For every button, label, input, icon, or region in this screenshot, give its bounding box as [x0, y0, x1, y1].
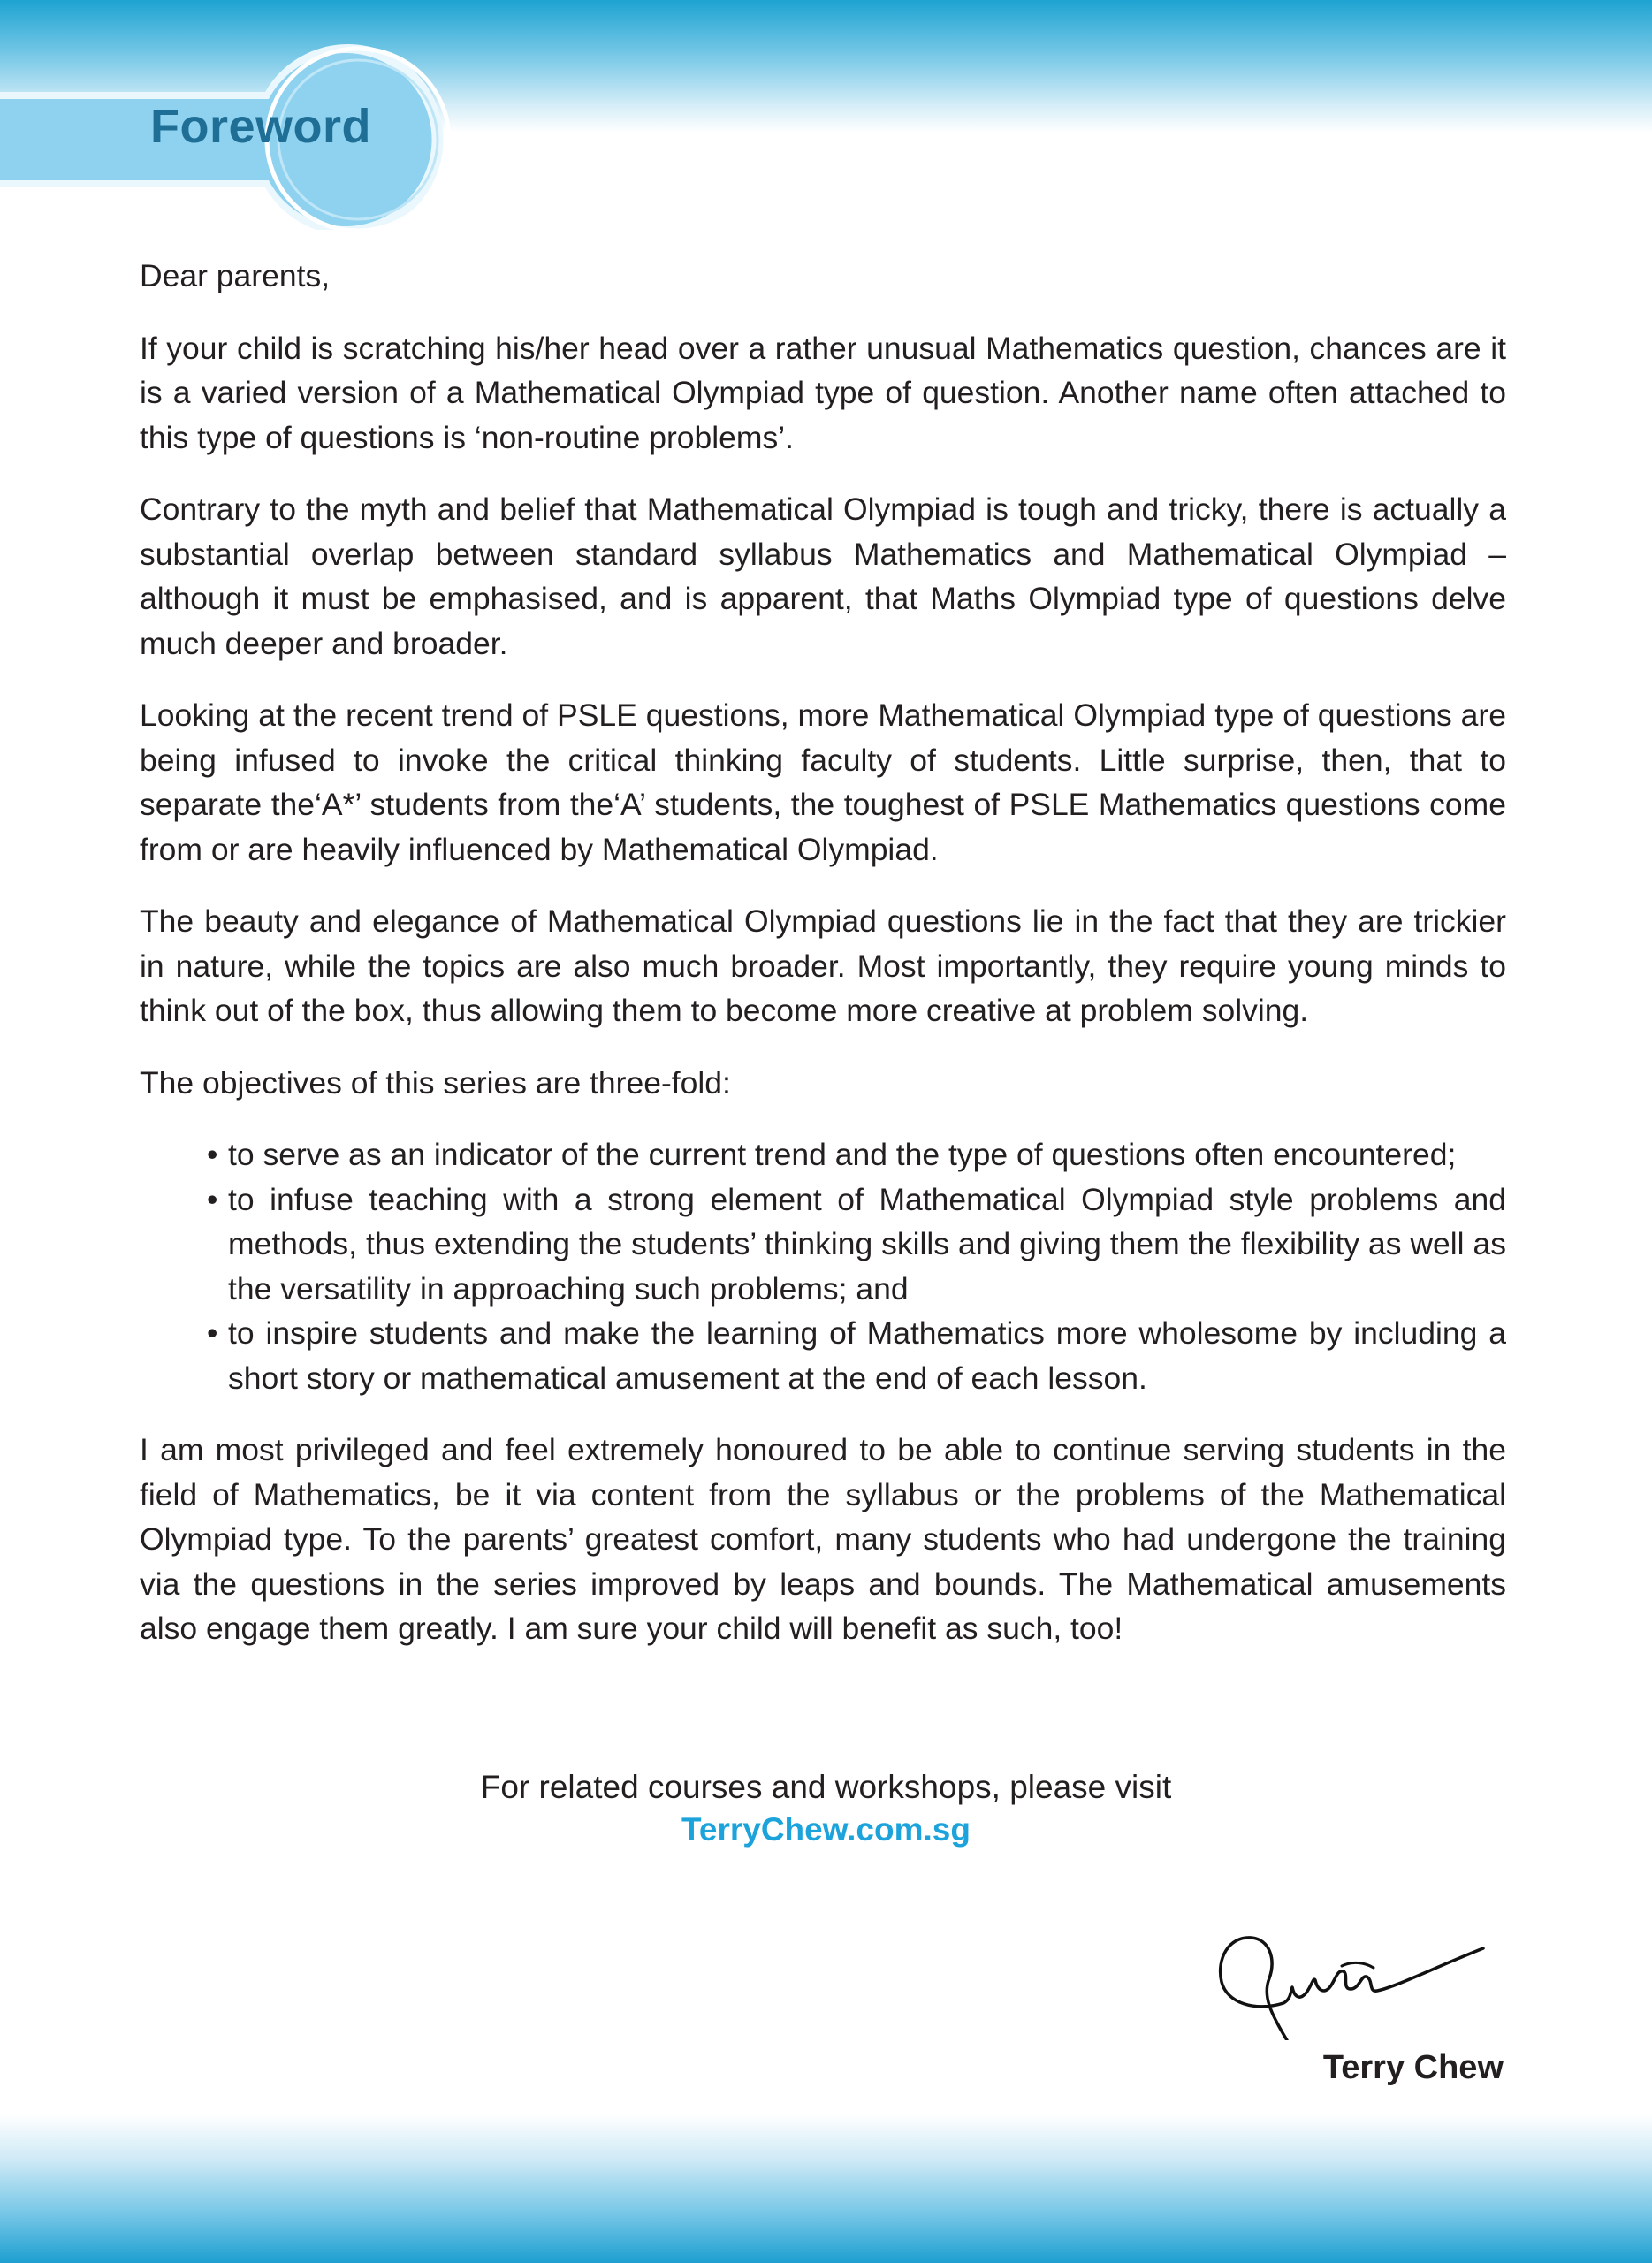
- greeting: Dear parents,: [140, 258, 331, 293]
- visit-text: For related courses and workshops, please visit: [480, 1769, 1172, 1805]
- signature-image: [1209, 1908, 1510, 2040]
- bullet-icon: •: [207, 1315, 218, 1351]
- list-item-text: to infuse teaching with a strong element of Mathematical Olympiad style problems and methods, thus extending the students’ thinking skills and giving them the flexibility as well as the versatility in approaching such problems; and: [228, 1181, 1506, 1307]
- bottom-gradient-band: [0, 2114, 1652, 2263]
- list-item: [207, 1177, 1506, 1312]
- paragraph: The beauty and elegance of Mathematical Olympiad questions lie in the fact that they are trickier in nature, while the topics are also much broader. Most importantly, they require young minds to think out of the box, thus allowing them to become more creative at problem solving.: [140, 903, 1506, 1028]
- letter-body: [140, 254, 1506, 1679]
- paragraph: Contrary to the myth and belief that Mathematical Olympiad is tough and tricky, there is actually a substantial overlap between standard syllabus Mathematics and Mathematical Olympiad – although it must be emphasised, and is apparent, that Maths Olympiad type of questions delve much deeper and broader.: [140, 491, 1506, 661]
- paragraph: Looking at the recent trend of PSLE questions, more Mathematical Olympiad type of questions are being infused to invoke the critical thinking faculty of students. Little surprise, then, that to separate the‘A*’ students from the‘A’ students, the toughest of PSLE Mathematics questions come from or are heavily influenced by Mathematical Olympiad.: [140, 697, 1506, 867]
- list-item-text: to inspire students and make the learning of Mathematics more wholesome by including a short story or mathematical amusement at the end of each lesson.: [228, 1315, 1506, 1396]
- closing-paragraph: I am most privileged and feel extremely honoured to be able to continue serving students in the field of Mathematics, be it via content from the syllabus or the problems of the Mathematical Olympiad type. To the parents’ greatest comfort, many students who had undergone the training via the questions in the series improved by leaps and bounds. The Mathematical amusements also engage them greatly. I am sure your child will benefit as such, too!: [140, 1432, 1506, 1646]
- website-link[interactable]: TerryChew.com.sg: [681, 1811, 971, 1848]
- page-title: Foreword: [150, 100, 372, 153]
- objectives-list: [140, 1132, 1506, 1400]
- list-item: [207, 1132, 1506, 1177]
- visit-note: [0, 1766, 1652, 1851]
- author-name: Terry Chew: [1322, 2049, 1504, 2086]
- paragraph: The objectives of this series are three-fold:: [140, 1064, 731, 1101]
- list-item: [207, 1311, 1506, 1400]
- bullet-icon: •: [207, 1181, 218, 1217]
- list-item-text: to serve as an indicator of the current trend and the type of questions often encountered;: [228, 1137, 1457, 1172]
- bullet-icon: •: [207, 1137, 218, 1172]
- paragraph: If your child is scratching his/her head over a rather unusual Mathematics question, chances are it is a varied version of a Mathematical Olympiad type of question. Another name often attached to this type of questions is ‘non-routine problems’.: [140, 330, 1506, 455]
